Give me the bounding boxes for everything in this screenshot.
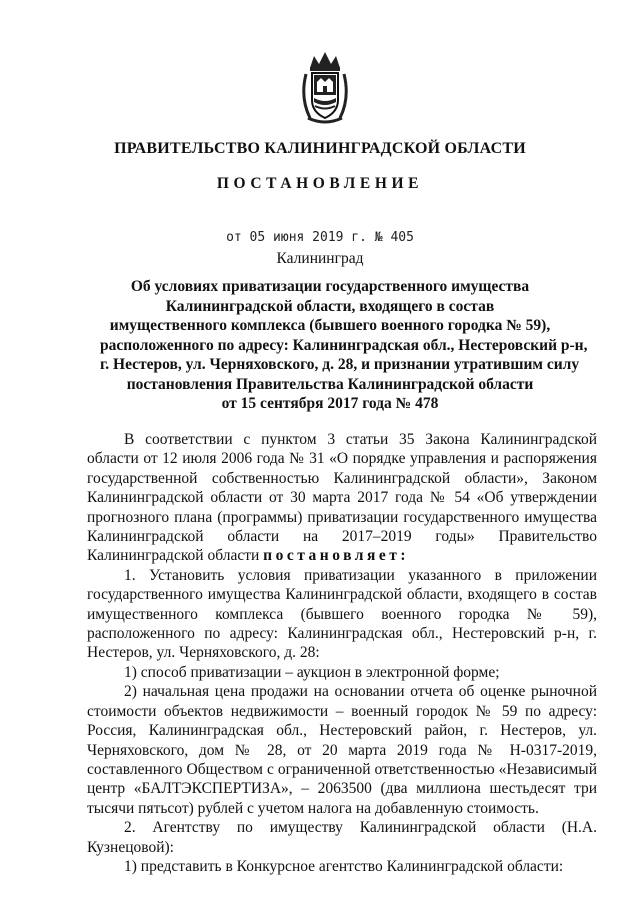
decree-title: [100, 277, 588, 414]
paragraph-1-1: 1) способ приватизации – аукцион в электронной форме;: [124, 663, 500, 681]
decree-date-number: от 05 июня 2019 г. № 405: [226, 230, 414, 245]
title-line: Об условиях приватизации государственного имущества: [130, 278, 530, 295]
government-name: ПРАВИТЕЛЬСТВО КАЛИНИНГРАДСКОЙ ОБЛАСТИ: [114, 140, 526, 157]
coat-of-arms-emblem: [300, 48, 350, 126]
decree-city: Калининград: [276, 250, 364, 267]
preamble-text: В соответствии с пунктом 3 статьи 35 Закона Калининградской области от 12 июля 2006 года № 31 «О порядке управления и распоряжения государственной собственностью Калининградской области», Законом Калининградской области от 30 марта 2017 года № 54 «Об утверждении прогнозного плана (программы) приватизации государственного имущества Калининградской области на 2017–2019 годы» Правительство Калининградской области: [87, 431, 597, 565]
document-type: ПОСТАНОВЛЕНИЕ: [216, 175, 424, 192]
paragraph-2: 2. Агентству по имуществу Калининградской области (Н.А. Кузнецовой):: [87, 819, 597, 856]
title-line: постановления Правительства Калининградской области: [126, 375, 534, 393]
decree-body: [87, 430, 597, 876]
paragraph-1: 1. Установить условия приватизации указанного в приложении государственного имущества Калининградской области, входящего в состав имущественного комплекса (бывшего военного городка № 59), расположенного по адресу: Калининградская обл., Нестеровский р-н, г. Нестеров, ул. Черняховского, д. 28:: [87, 566, 597, 662]
title-line: расположенного по адресу: Калининградская обл., Нестеровский р-н,: [100, 336, 588, 354]
resolves-word: постановляет:: [263, 547, 409, 565]
preamble-paragraph: [87, 430, 597, 566]
paragraph-1-2: 2) начальная цена продажи на основании отчета об оценке рыночной стоимости объектов недвижимости – военный городок № 59 по адресу: Россия, Калининградская обл., Нестеровский район, г. Нестеров, ул. Черняховского, дом № 28, от 20 марта 2019 года № Н-0317-2019, составленного Обществом с ограниченной ответственностью «Независимый центр «БАЛТЭКСПЕРТИЗА», – 2063500 (два миллиона шестьдесят три тысячи пятьсот) рублей с учетом налога на добавленную стоимость.: [87, 683, 597, 817]
title-line: от 15 сентября 2017 года № 478: [221, 395, 439, 412]
title-line: г. Нестеров, ул. Черняховского, д. 28, и признании утратившим силу: [100, 356, 580, 373]
title-line: имущественного комплекса (бывшего военного городка № 59),: [109, 317, 551, 334]
paragraph-2-1: 1) представить в Конкурсное агентство Калининградской области:: [124, 857, 564, 875]
title-line: Калининградской области, входящего в состав: [165, 297, 495, 315]
